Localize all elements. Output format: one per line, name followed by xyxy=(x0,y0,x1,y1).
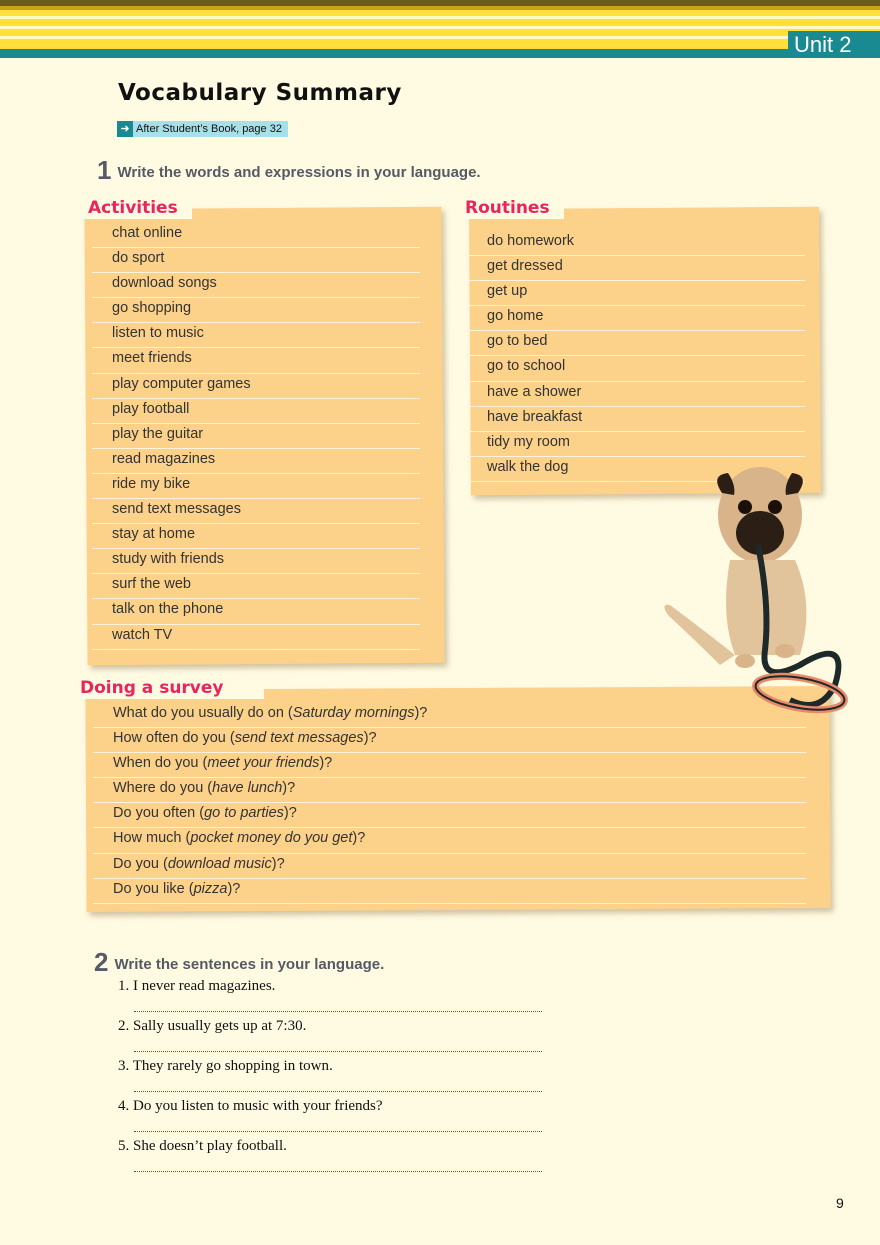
routine-item: have breakfast xyxy=(467,407,805,432)
exercise-2-list xyxy=(118,978,383,1178)
answer-line[interactable] xyxy=(134,1131,542,1132)
activity-item: download songs xyxy=(92,273,420,298)
sentence-item: 2. Sally usually gets up at 7:30. xyxy=(118,1018,383,1058)
survey-question: What do you usually do on (Saturday mornings)? xyxy=(93,703,806,728)
survey-question: When do you (meet your friends)? xyxy=(93,753,806,778)
sentence-item: 1. I never read magazines. xyxy=(118,978,383,1018)
survey-question: How often do you (send text messages)? xyxy=(93,728,806,753)
pug-dog-image xyxy=(650,455,875,735)
activity-item: play computer games xyxy=(92,374,420,399)
routine-item: get dressed xyxy=(467,256,805,281)
sentence-item: 5. She doesn’t play football. xyxy=(118,1138,383,1178)
activity-item: watch TV xyxy=(92,625,420,650)
page-title: Vocabulary Summary xyxy=(118,80,402,106)
survey-label: Doing a survey xyxy=(70,677,264,699)
routine-item: do homework xyxy=(467,231,805,256)
survey-question: Where do you (have lunch)? xyxy=(93,778,806,803)
activity-item: study with friends xyxy=(92,549,420,574)
activities-list xyxy=(92,223,420,650)
routines-list xyxy=(467,231,805,482)
answer-line[interactable] xyxy=(134,1091,542,1092)
activity-item: talk on the phone xyxy=(92,599,420,624)
routine-item: have a shower xyxy=(467,382,805,407)
activity-item: play football xyxy=(92,399,420,424)
routine-item: go home xyxy=(467,306,805,331)
activity-item: listen to music xyxy=(92,323,420,348)
survey-question: Do you like (pizza)? xyxy=(93,879,806,904)
activity-item: read magazines xyxy=(92,449,420,474)
answer-line[interactable] xyxy=(134,1051,542,1052)
answer-line[interactable] xyxy=(134,1171,542,1172)
activities-label: Activities xyxy=(78,197,192,219)
activity-item: go shopping xyxy=(92,298,420,323)
exercise-2-heading: 2 Write the sentences in your language. xyxy=(94,947,385,977)
page-number: 9 xyxy=(836,1195,844,1211)
activity-item: ride my bike xyxy=(92,474,420,499)
routines-label: Routines xyxy=(455,197,564,219)
exercise-1-heading: 1 Write the words and expressions in your language. xyxy=(97,155,481,185)
routine-item: go to school xyxy=(467,356,805,381)
routine-item: tidy my room xyxy=(467,432,805,457)
routine-item: get up xyxy=(467,281,805,306)
routine-item: go to bed xyxy=(467,331,805,356)
activity-item: do sport xyxy=(92,248,420,273)
sentence-item: 3. They rarely go shopping in town. xyxy=(118,1058,383,1098)
routine-item: walk the dog xyxy=(467,457,805,482)
activity-item: surf the web xyxy=(92,574,420,599)
survey-question: Do you often (go to parties)? xyxy=(93,803,806,828)
activity-item: chat online xyxy=(92,223,420,248)
unit-label: Unit 2 xyxy=(788,31,880,58)
activity-item: send text messages xyxy=(92,499,420,524)
survey-question: Do you (download music)? xyxy=(93,854,806,879)
answer-line[interactable] xyxy=(134,1011,542,1012)
header-stripes xyxy=(0,0,880,58)
arrow-icon: ➜ xyxy=(117,121,133,137)
activity-item: play the guitar xyxy=(92,424,420,449)
activity-item: stay at home xyxy=(92,524,420,549)
survey-question: How much (pocket money do you get)? xyxy=(93,828,806,853)
activity-item: meet friends xyxy=(92,348,420,373)
book-reference: ➜ After Student’s Book, page 32 xyxy=(117,121,288,137)
sentence-item: 4. Do you listen to music with your friends? xyxy=(118,1098,383,1138)
